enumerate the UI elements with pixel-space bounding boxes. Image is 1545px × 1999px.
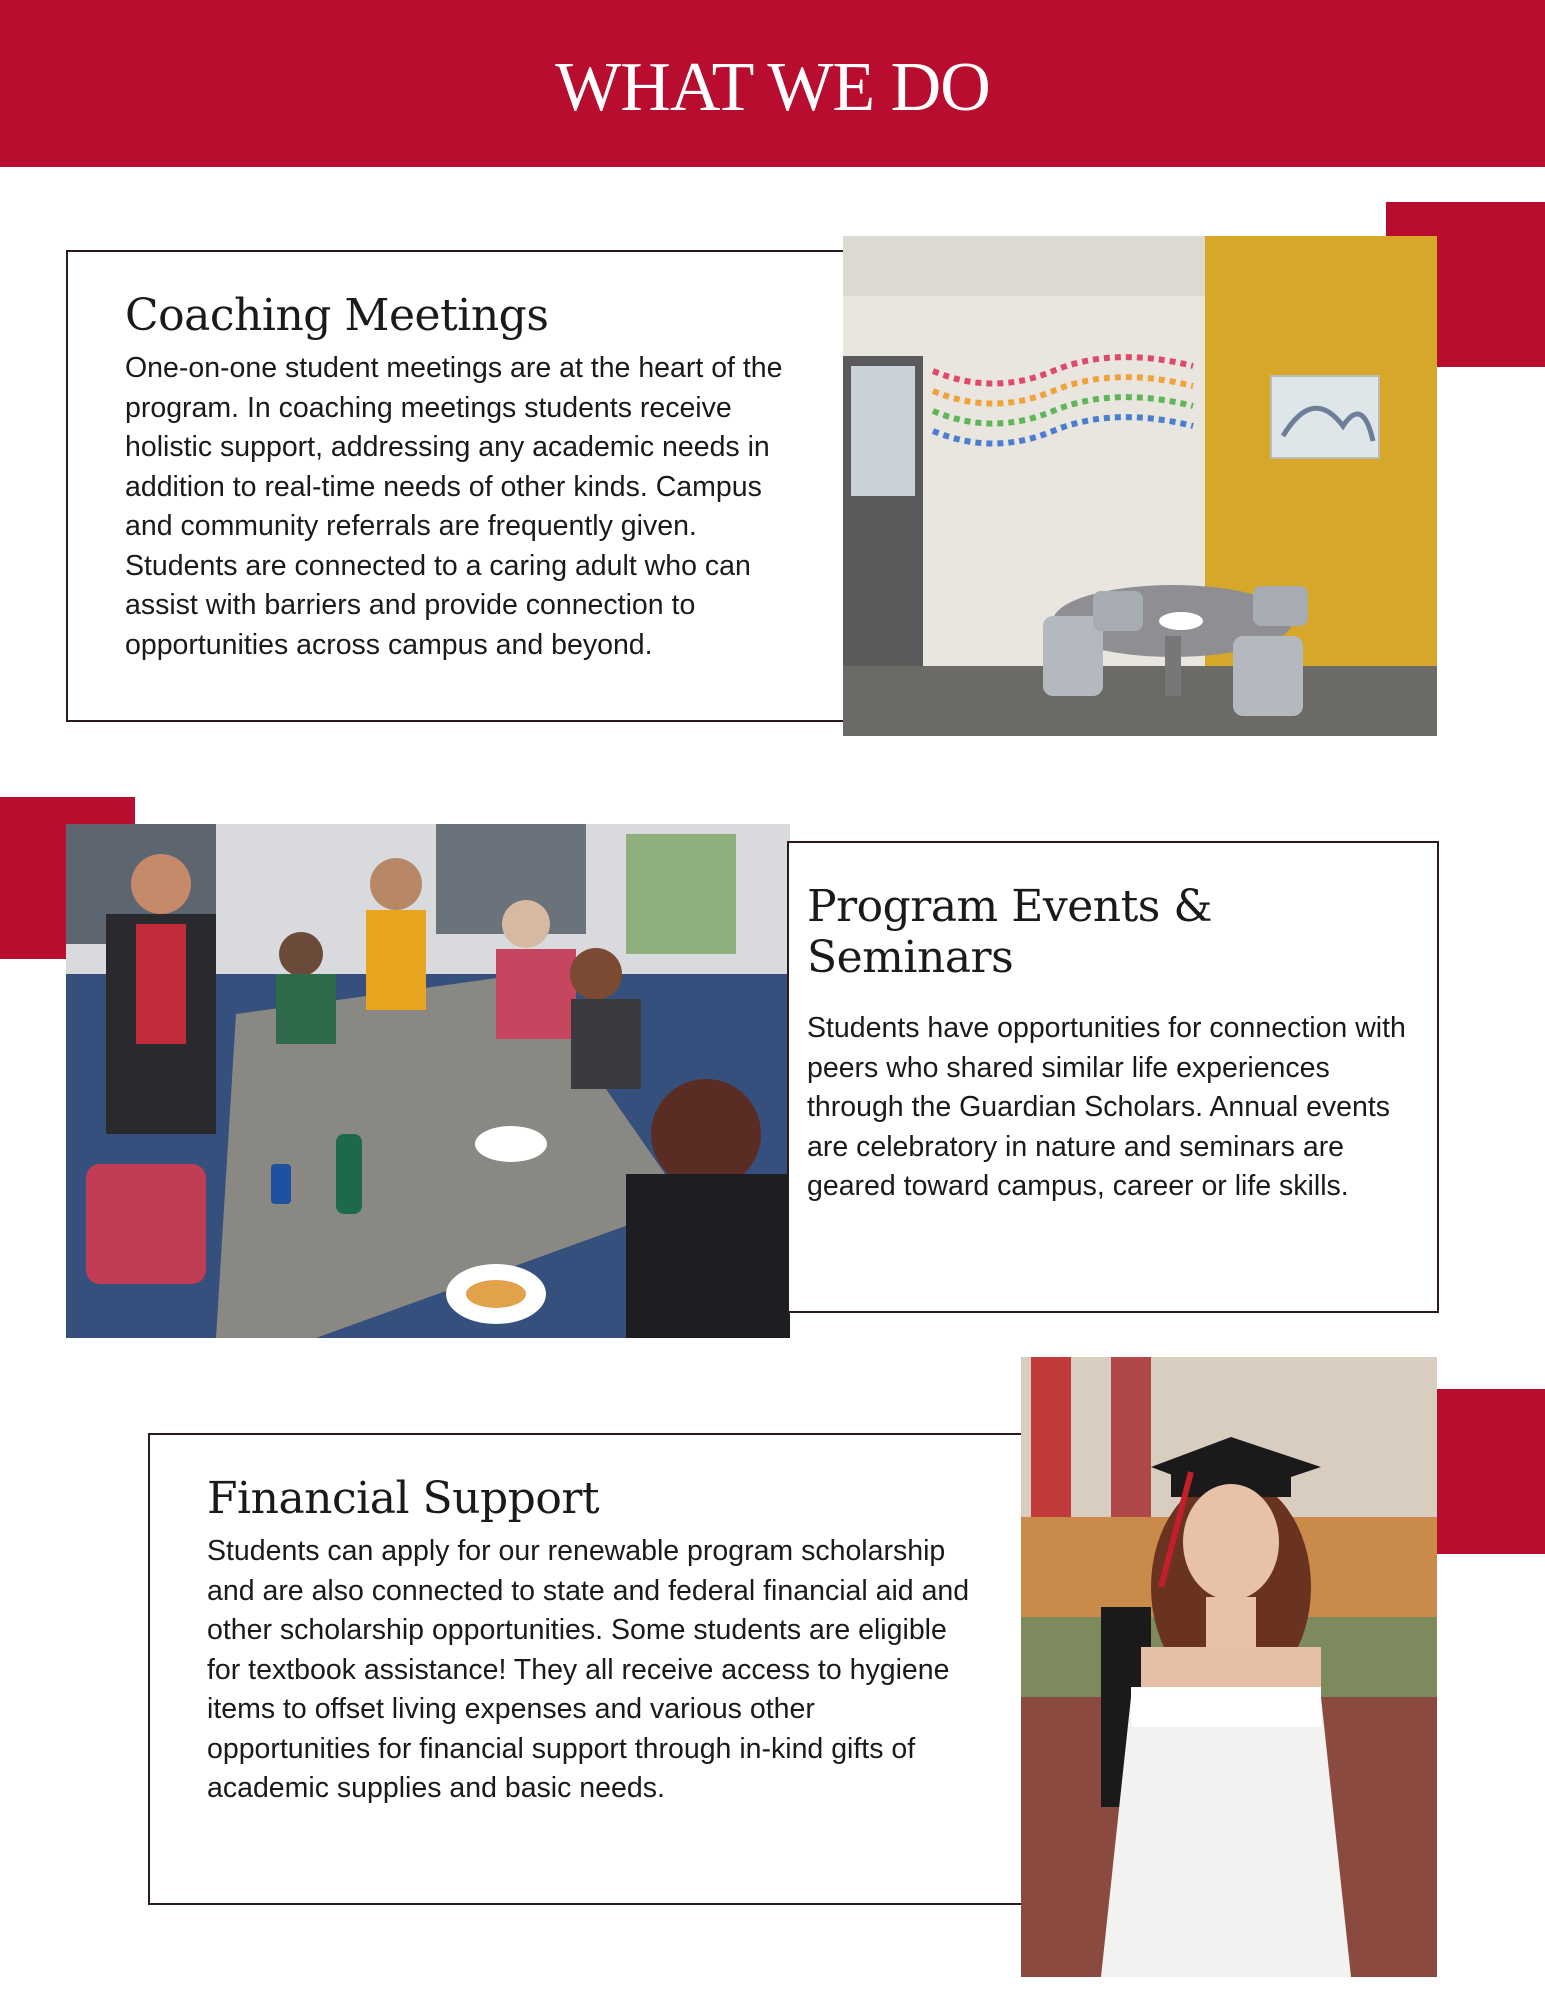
coaching-body: One-on-one student meetings are at the heart of the program. In coaching meetings students receive holistic support, addressing any academic needs in addition to real-time needs of other kinds. Campus and community referrals are frequently given. Students are connected to a caring adult who can assist with barriers and provide connection to opportunities across campus and beyond. — [125, 352, 783, 661]
header-banner — [0, 0, 1545, 167]
graduate-photo — [1021, 1357, 1437, 1977]
financial-card — [148, 1433, 1023, 1905]
page-title: WHAT WE DO — [555, 48, 990, 126]
accent-block-3 — [1437, 1389, 1545, 1554]
events-body: Students have opportunities for connection with peers who shared similar life experiences through the Guardian Scholars. Annual events are celebratory in nature and seminars are geared toward campus, career or life skills. — [807, 1012, 1406, 1202]
coaching-card — [66, 250, 846, 722]
coaching-heading: Coaching Meetings — [125, 290, 549, 341]
financial-body: Students can apply for our renewable program scholarship and are also connected to state and federal financial aid and other scholarship opportunities. Some students are eligible for textbook assistance! They all receive access to hygiene items to offset living expenses and various other opportunities for financial support through in-kind gifts of academic supplies and basic needs. — [207, 1535, 970, 1804]
events-heading: Program Events & Seminars — [807, 881, 1213, 983]
group-event-photo — [66, 824, 790, 1338]
financial-heading: Financial Support — [207, 1473, 600, 1524]
meeting-room-photo — [843, 236, 1437, 736]
events-card — [787, 841, 1439, 1313]
